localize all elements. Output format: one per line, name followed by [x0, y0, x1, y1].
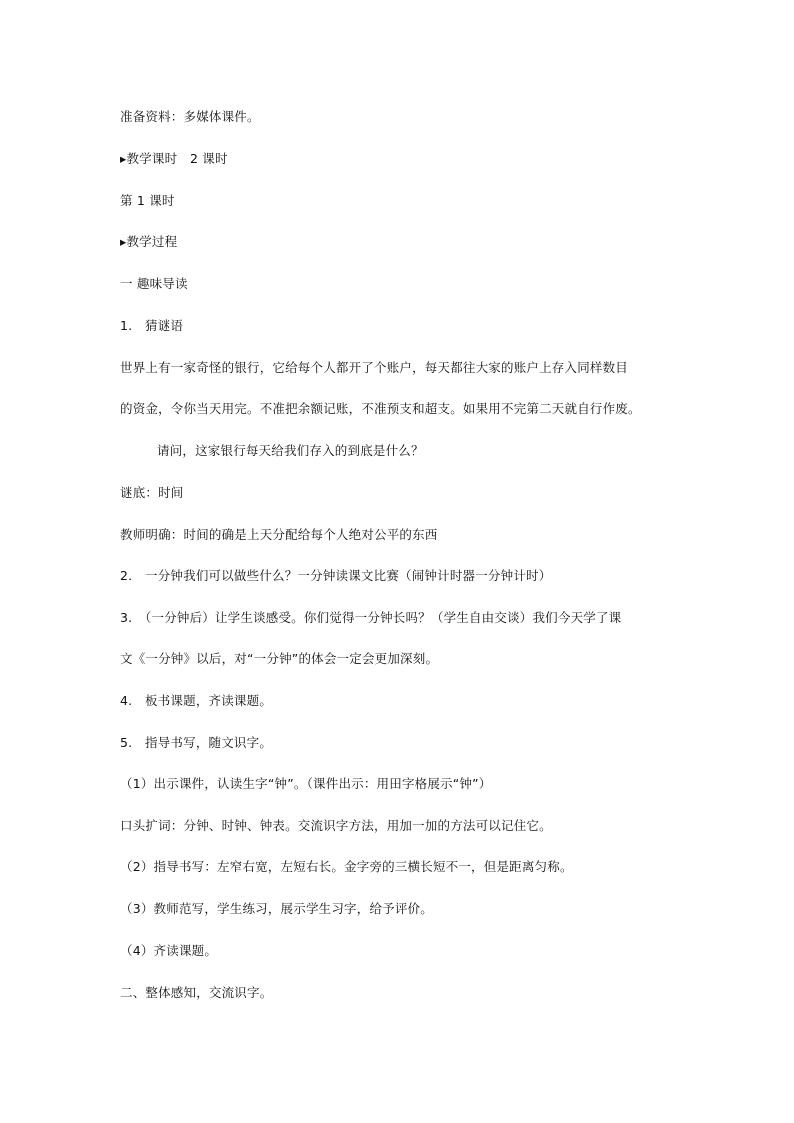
item-4: 4. 板书课题，齐读课题。 [120, 693, 273, 708]
sub-item-3: （3）教师范写，学生练习，展示学生习字，给予评价。 [120, 901, 433, 916]
section-two-heading: 二、整体感知，交流识字。 [120, 985, 273, 1000]
item-5: 5. 指导书写，随文识字。 [120, 735, 273, 750]
riddle-text-line-1: 世界上有一家奇怪的银行，它给每个人都开了个账户，每天都往大家的账户上存入同样数目 [120, 360, 629, 375]
item-3-line-1: 3. （一分钟后）让学生谈感受。你们觉得一分钟长吗？（学生自由交谈）我们今天学了课 [120, 610, 622, 625]
teacher-clarification: 教师明确：时间的确是上天分配给每个人绝对公平的东西 [120, 527, 438, 542]
sub-item-1: （1）出示课件，认读生字“钟”。（课件出示：用田字格展示“钟”） [120, 776, 492, 791]
sub-item-4: （4）齐读课题。 [120, 943, 218, 958]
riddle-question: 请问，这家银行每天给我们存入的到底是什么？ [157, 443, 424, 458]
word-expansion: 口头扩词：分钟、时钟、钟表。交流识字方法，用加一加的方法可以记住它。 [120, 818, 552, 833]
item-3-line-2: 文《一分钟》以后，对“一分钟”的体会一定会更加深刻。 [120, 651, 439, 666]
riddle-item: 1. 猜谜语 [120, 318, 184, 333]
riddle-text-line-2: 的资金，令你当天用完。不准把余额记账，不准预支和超支。如果用不完第二天就自行作废。 [120, 401, 641, 416]
item-2: 2. 一分钟我们可以做些什么？一分钟读课文比赛（闹钟计时器一分钟计时） [120, 568, 552, 583]
sub-item-2: （2）指导书写：左窄右宽，左短右长。金字旁的三横长短不一，但是距离匀称。 [120, 859, 573, 874]
materials-line: 准备资料：多媒体课件。 [120, 109, 260, 124]
class-hours-line: ▸教学课时 2 课时 [120, 151, 228, 166]
section-one-heading: 一 趣味导读 [120, 276, 188, 291]
riddle-answer: 谜底：时间 [120, 485, 184, 500]
lesson-number-line: 第 1 课时 [120, 193, 175, 208]
teaching-process-heading: ▸教学过程 [120, 234, 178, 249]
